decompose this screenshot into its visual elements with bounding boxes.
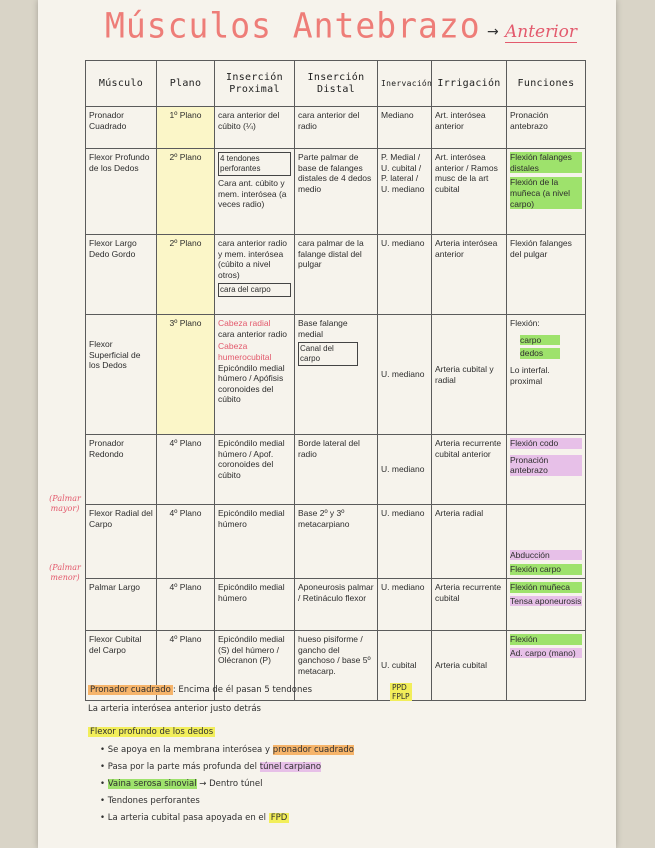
function-item: dedos xyxy=(520,348,560,359)
function-secondary: Flexión de la muñeca (a nivel carpo) xyxy=(510,177,582,209)
functions xyxy=(507,149,586,235)
bullet-highlight: túnel carpiano xyxy=(259,762,322,772)
table-row xyxy=(86,579,586,631)
plane-value: 4º Plano xyxy=(157,435,215,505)
bullet-highlight: Vaina serosa sinovial xyxy=(107,779,197,789)
innervation: U. mediano xyxy=(378,505,432,579)
innervation: U. mediano xyxy=(378,435,432,505)
head-humeroulnar-label: Cabeza humerocubital xyxy=(218,341,272,362)
table-row xyxy=(86,315,586,435)
plane-value: 4º Plano xyxy=(157,579,215,631)
proximal-text: Cara ant. cúbito y mem. interósea (a veces radio) xyxy=(218,178,287,210)
muscle-name: Palmar Largo xyxy=(86,579,157,631)
muscle-name: Pronador Redondo xyxy=(86,435,157,505)
note-pronador-label: Pronador cuadrado xyxy=(90,685,171,695)
distal-insertion: hueso pisiforme / gancho del ganchoso / base 5º metacarp. xyxy=(295,631,378,701)
proximal-insertion xyxy=(215,235,295,315)
table-row xyxy=(86,149,586,235)
note-pronador-text: : Encima de él pasan 5 tendones xyxy=(172,685,313,695)
innervation: Mediano xyxy=(378,107,432,149)
functions xyxy=(507,505,586,579)
tendons-box: 4 tendones perforantes xyxy=(218,152,291,176)
innervation: U. mediano xyxy=(378,235,432,315)
bullet-text: Pasa por la parte más profunda del xyxy=(107,762,260,772)
function-primary: Flexión falanges distales xyxy=(510,152,582,173)
function-primary: Flexión codo xyxy=(510,438,582,449)
distal-insertion xyxy=(295,315,378,435)
proximal-text: cara anterior radio y mem. interósea (cúbito a nivel otros) xyxy=(218,238,287,280)
table-row xyxy=(86,435,586,505)
irrigation: Arteria interósea anterior xyxy=(432,235,507,315)
side-note-palmar-menor: (Palmar menor) xyxy=(49,563,81,582)
muscle-name: Pronador Cuadrado xyxy=(86,107,157,149)
distal-insertion: Parte palmar de base de falanges distales de 4 dedos medio xyxy=(295,149,378,235)
header-irrigacion: Irrigación xyxy=(432,61,507,107)
function-secondary: Lo interfal. proximal xyxy=(510,364,550,386)
functions: Flexión falanges del pulgar xyxy=(507,235,586,315)
innervation: P. Medial / U. cubital / P. lateral / U. mediano xyxy=(378,149,432,235)
note-bullet xyxy=(100,796,200,806)
muscles-table xyxy=(85,60,586,701)
bullet-highlight: FPD xyxy=(270,813,288,823)
functions xyxy=(507,315,586,435)
function-primary: Abducción xyxy=(510,550,582,561)
proximal-text-1: cara anterior radio xyxy=(218,328,287,339)
header-plano: Plano xyxy=(157,61,215,107)
irrigation: Arteria recurrente cubital anterior xyxy=(432,435,507,505)
irrigation: Arteria cubital y radial xyxy=(432,315,507,435)
header-inervacion: Inervación xyxy=(378,61,432,107)
note-pronador xyxy=(88,685,312,695)
plane-value: 2º Plano xyxy=(157,235,215,315)
function-primary: Flexión muñeca xyxy=(510,582,582,593)
muscle-name: Flexor Superficial de los Dedos xyxy=(86,315,157,435)
plane-value: 2º Plano xyxy=(157,149,215,235)
muscle-name: Flexor Cubital del Carpo xyxy=(86,631,157,701)
note-bullet xyxy=(100,813,289,823)
header-row xyxy=(86,61,586,107)
arrow-icon: → xyxy=(487,24,499,40)
function-secondary: Pronación antebrazo xyxy=(510,455,582,476)
ppo-label: FPLP xyxy=(392,692,410,701)
functions: Pronación antebrazo xyxy=(507,107,586,149)
distal-insertion: cara palmar de la falange distal del pulgar xyxy=(295,235,378,315)
bullet-text: Tendones perforantes xyxy=(107,796,200,806)
irrigation: Arteria recurrente cubital xyxy=(432,579,507,631)
irrigation: Arteria radial xyxy=(432,505,507,579)
bullet-highlight: pronador cuadrado xyxy=(272,745,354,755)
plane-value: 3º Plano xyxy=(157,315,215,435)
muscle-name: Flexor Profundo de los Dedos xyxy=(86,149,157,235)
innervation: U. mediano xyxy=(378,315,432,435)
head-radial-label: Cabeza radial xyxy=(218,318,271,328)
header-insercion-proximal: Inserción Proximal xyxy=(215,61,295,107)
proximal-insertion: Epicóndilo medial húmero xyxy=(215,579,295,631)
note-bullet xyxy=(100,779,263,789)
table-row xyxy=(86,505,586,579)
proximal-insertion: Epicóndilo medial húmero / Apof. coronoides del cúbito xyxy=(215,435,295,505)
functions xyxy=(507,579,586,631)
function-secondary: Tensa aponeurosis xyxy=(510,595,582,606)
header-insercion-distal: Inserción Distal xyxy=(295,61,378,107)
function-secondary: Ad. carpo (mano) xyxy=(510,648,582,659)
table-row xyxy=(86,235,586,315)
irrigation: Art. interósea anterior / Ramos musc de la art cubital xyxy=(432,149,507,235)
page-title: Músculos Antebrazo xyxy=(105,5,481,46)
function-item: carpo xyxy=(520,335,560,346)
proximal-insertion: Epicóndilo medial húmero xyxy=(215,505,295,579)
plane-value: 4º Plano xyxy=(157,505,215,579)
proximal-insertion xyxy=(215,315,295,435)
bullet-text: → Dentro túnel xyxy=(196,779,263,789)
proximal-insertion xyxy=(215,149,295,235)
header-funciones: Funciones xyxy=(507,61,586,107)
function-secondary: Flexión carpo xyxy=(510,564,582,575)
function-primary: Flexión xyxy=(510,634,582,645)
distal-insertion: cara anterior del radio xyxy=(295,107,378,149)
irrigation: Arteria cubital xyxy=(432,631,507,701)
side-note-palmar-mayor: (Palmar mayor) xyxy=(49,494,81,513)
page-subtitle: Anterior xyxy=(505,22,578,42)
plane-value: 4º Plano xyxy=(157,631,215,701)
proximal-insertion: Epicóndilo medial (S) del húmero / Olécranon (P) xyxy=(215,631,295,701)
functions xyxy=(507,435,586,505)
note-bullet xyxy=(100,745,354,755)
innervation: U. cubital xyxy=(378,631,432,701)
proximal-text-2: Epicóndilo medial húmero / Apófisis coronoides del cúbito xyxy=(218,362,285,405)
ppo-labels xyxy=(390,683,412,701)
note-arteria: La arteria interósea anterior justo detrás xyxy=(88,704,261,714)
distal-insertion: Borde lateral del radio xyxy=(295,435,378,505)
note-section-title xyxy=(88,727,215,737)
ppo-label: PPD xyxy=(390,683,412,692)
carpo-box: cara del carpo xyxy=(218,283,291,297)
plane-value: 1º Plano xyxy=(157,107,215,149)
muscle-name: Flexor Radial del Carpo xyxy=(86,505,157,579)
table-row xyxy=(86,107,586,149)
innervation: U. mediano xyxy=(378,579,432,631)
distal-text: Base falange medial xyxy=(298,318,348,339)
function-primary: Flexión: xyxy=(510,318,540,328)
bullet-text: La arteria cubital pasa apoyada en el xyxy=(107,813,269,823)
note-bullet xyxy=(100,762,321,772)
distal-insertion: Base 2º y 3º metacarpiano xyxy=(295,505,378,579)
note-section-label: Flexor profundo de los dedos xyxy=(90,727,214,737)
muscle-name: Flexor Largo Dedo Gordo xyxy=(86,235,157,315)
irrigation: Art. interósea anterior xyxy=(432,107,507,149)
bullet-text: Se apoya en la membrana interósea y xyxy=(107,745,273,755)
canal-carpo-box: Canal del carpo xyxy=(298,342,358,366)
header-musculo: Músculo xyxy=(86,61,157,107)
distal-insertion: Aponeurosis palmar / Retináculo flexor xyxy=(295,579,378,631)
functions xyxy=(507,631,586,701)
proximal-insertion: cara anterior del cúbito (¼) xyxy=(215,107,295,149)
